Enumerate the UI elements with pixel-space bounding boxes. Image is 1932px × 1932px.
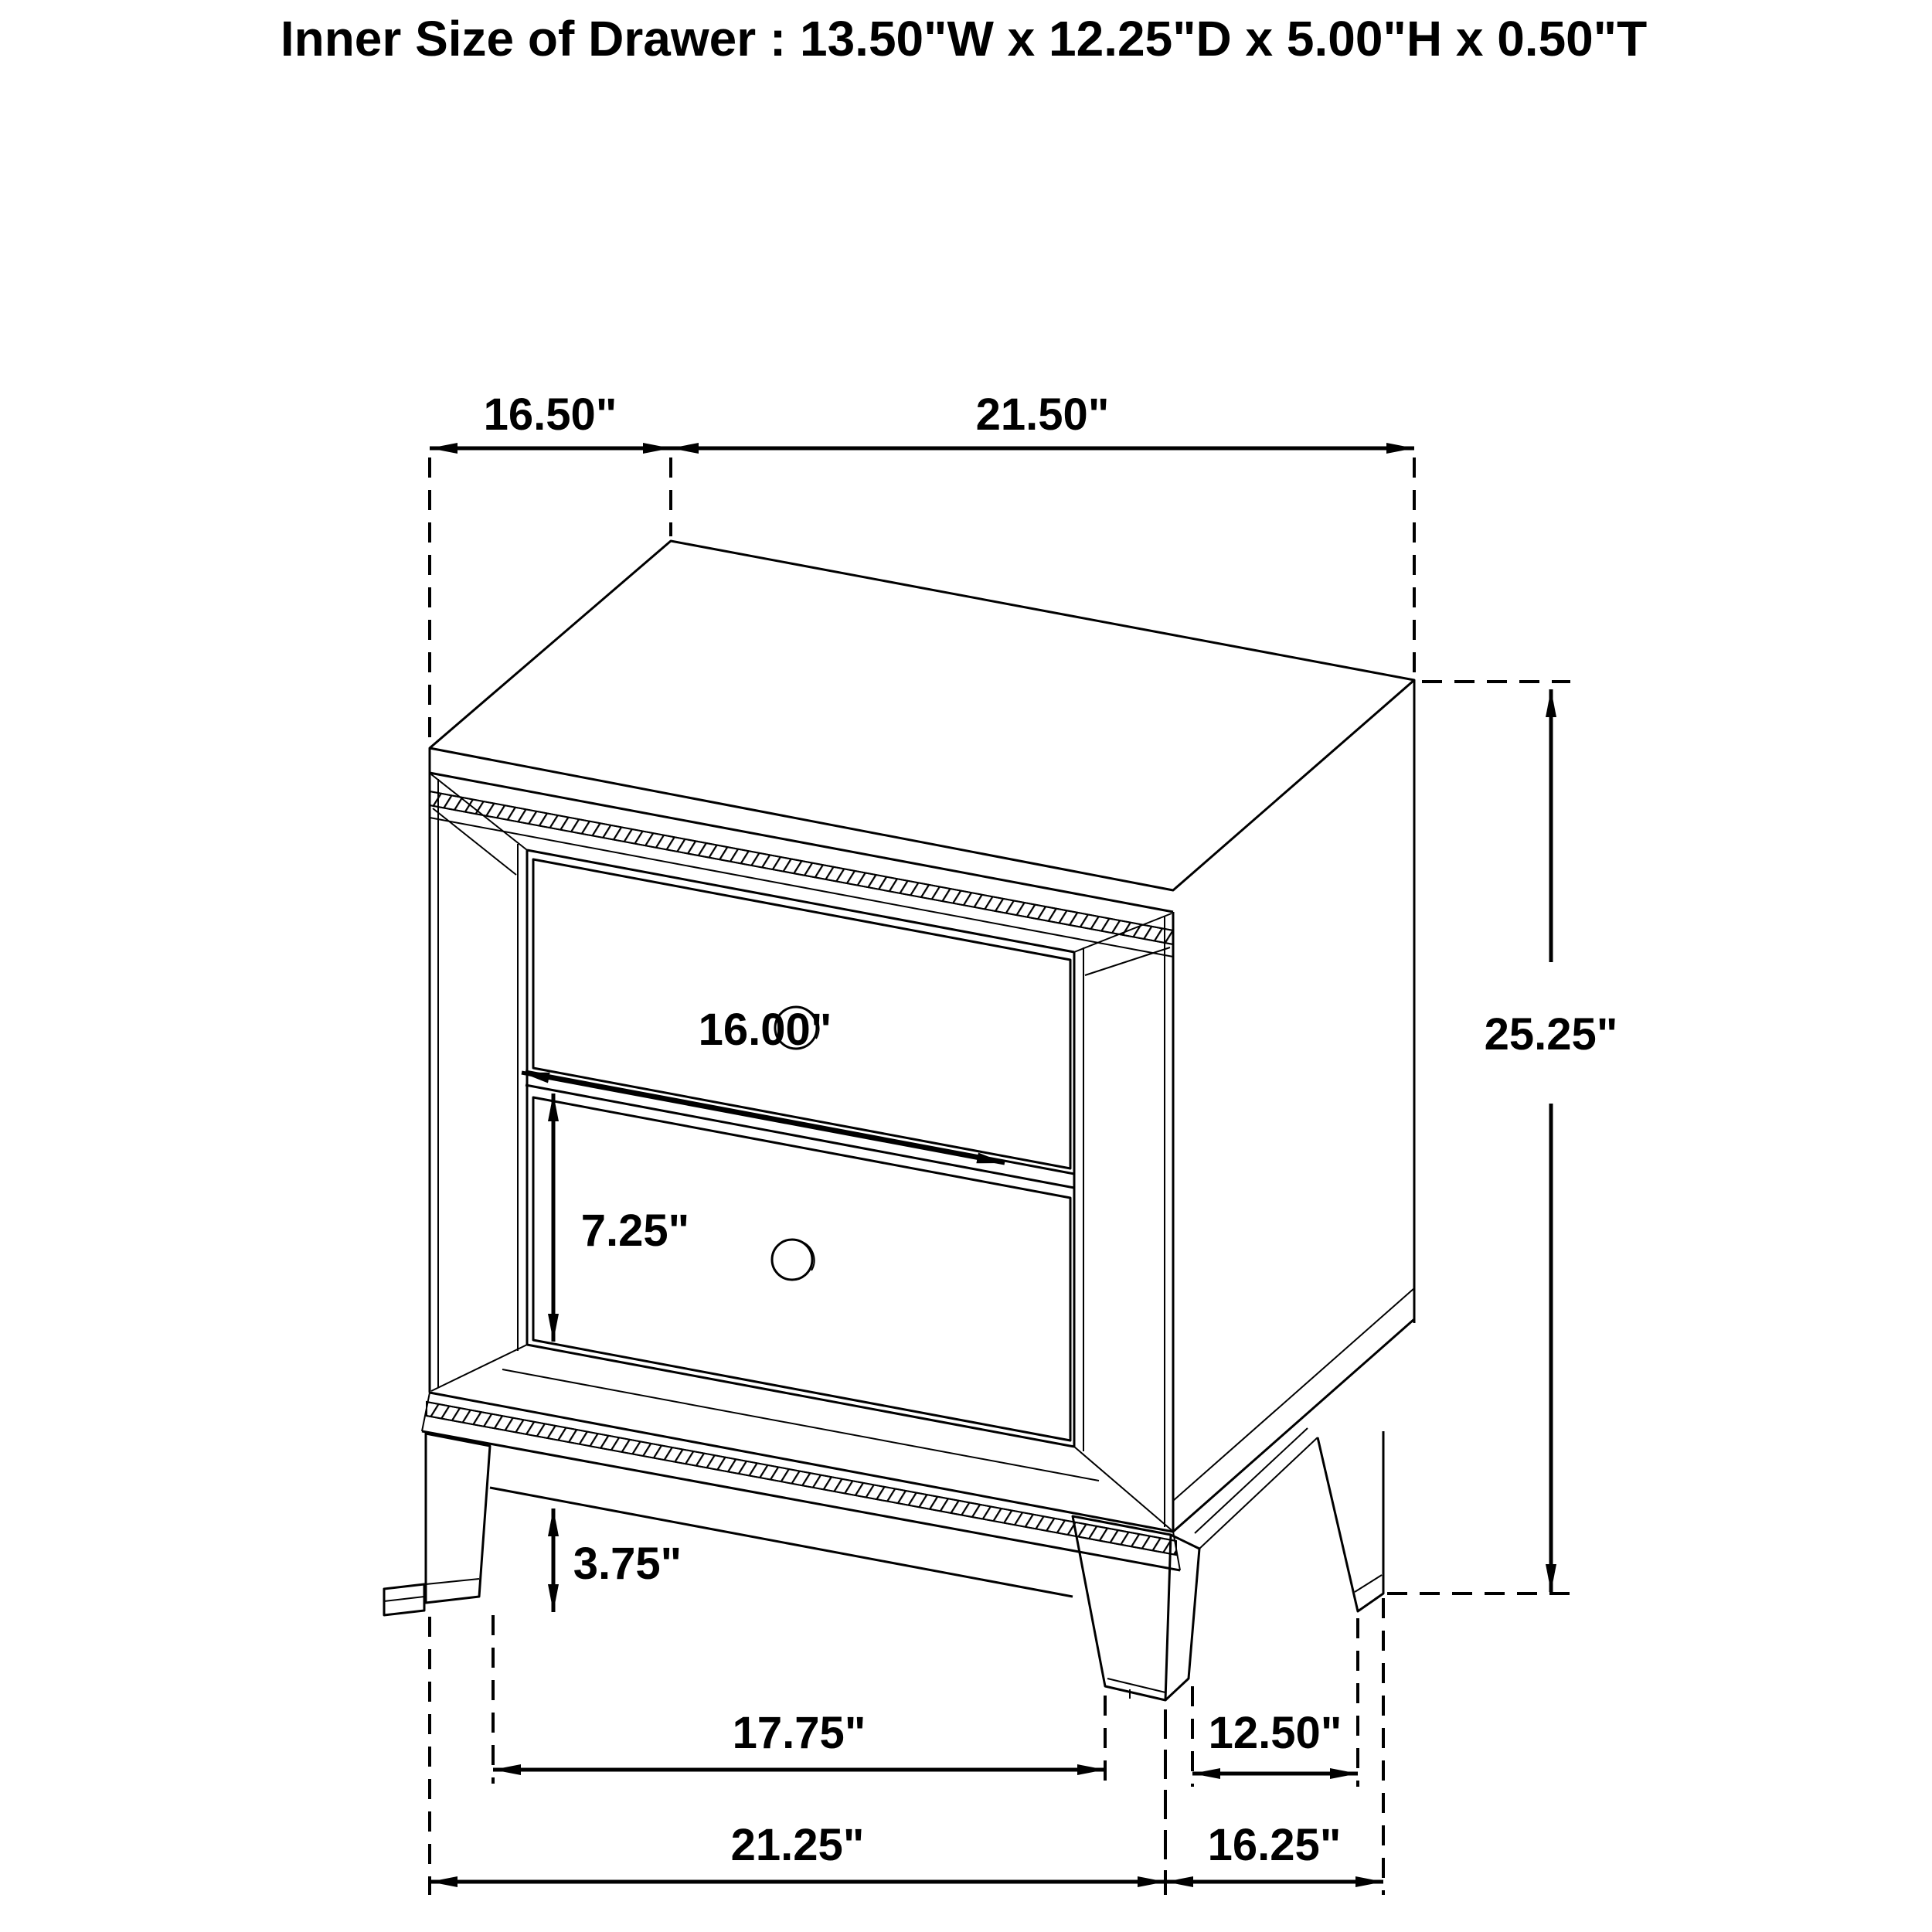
- dim-label-top-width: 21.50": [975, 389, 1110, 440]
- dim-label-leg-height: 3.75": [573, 1539, 682, 1589]
- dim-label-base-width: 21.25": [730, 1820, 865, 1870]
- diagram-title: Inner Size of Drawer : 13.50"W x 12.25"D x 5.00"H x 0.50"T: [280, 11, 1648, 66]
- dim-label-base-depth: 16.25": [1207, 1820, 1342, 1870]
- dim-label-overall-height: 25.25": [1484, 1009, 1618, 1060]
- dim-label-front-leg-span: 17.75": [732, 1708, 866, 1758]
- dim-label-lower-drawer-height: 7.25": [580, 1206, 690, 1256]
- dim-label-top-depth: 16.50": [483, 389, 617, 440]
- dim-label-drawer-width: 16.00": [698, 1005, 832, 1055]
- dim-label-side-leg-span: 12.50": [1208, 1708, 1342, 1758]
